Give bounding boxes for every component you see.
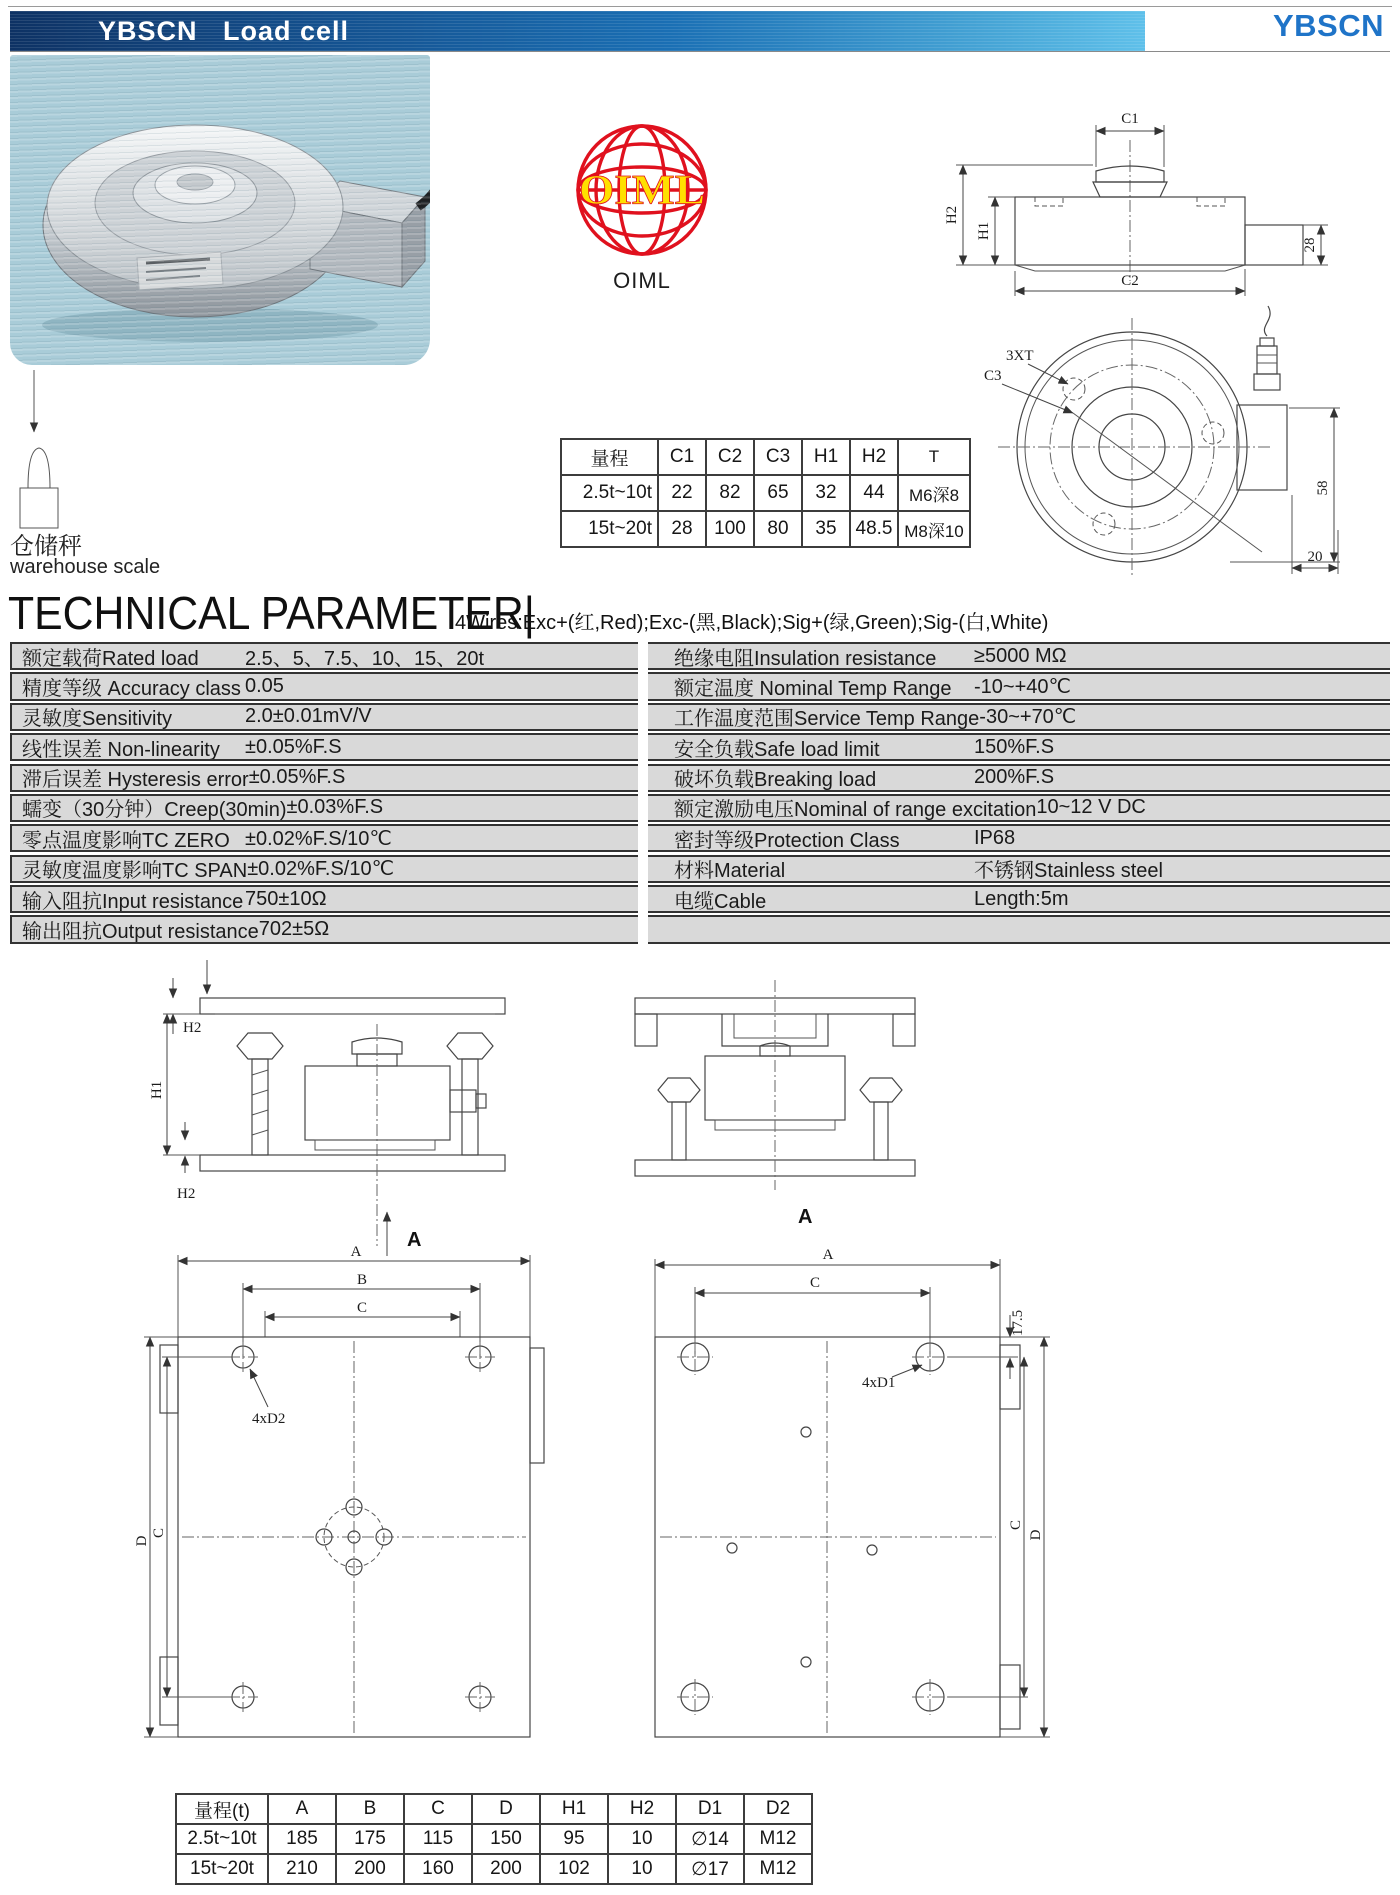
- dim-label-58: 58: [1315, 480, 1331, 496]
- parameter-half-left: [10, 824, 638, 852]
- parameter-row: [10, 642, 1390, 670]
- brand-logo: YBSCN: [1272, 8, 1384, 43]
- column-header: C3: [754, 439, 802, 475]
- application-name-zh: 仓储秤: [10, 533, 82, 560]
- header-rule: [10, 51, 1390, 52]
- parameter-label: 破坏负载Breaking load: [674, 769, 877, 792]
- cell: 210: [268, 1854, 336, 1884]
- cell: 44: [850, 475, 898, 511]
- parameter-label: 滞后误差 Hysteresis error: [22, 769, 249, 792]
- assembly-drawing-left: [149, 950, 555, 1262]
- parameter-half-left: [10, 764, 638, 792]
- column-header: 量程(t): [176, 1794, 268, 1824]
- parameter-half-left: [10, 915, 638, 943]
- label-4xd1: 4xD1: [862, 1375, 896, 1391]
- parameter-value: 2.0±0.01mV/V: [245, 705, 372, 728]
- parameter-half-right: [648, 733, 1390, 761]
- side-view-drawing: [940, 85, 1360, 300]
- parameter-value: 2.5、5、7.5、10、15、20t: [245, 647, 485, 670]
- cell: 2.5t~10t: [561, 475, 658, 511]
- table-row: [176, 1854, 812, 1884]
- parameter-value: ≥5000 MΩ: [974, 644, 1067, 667]
- cell: 28: [658, 511, 706, 547]
- parameter-value: 不锈钢Stainless steel: [974, 860, 1163, 883]
- top-rule: [8, 6, 1392, 7]
- oiml-logo-icon: [568, 118, 716, 268]
- parameter-half-right: [648, 855, 1390, 883]
- section-label-a-left: A: [407, 1229, 422, 1251]
- dim-label-28: 28: [1302, 237, 1318, 253]
- parameter-value: 150%F.S: [974, 735, 1055, 758]
- header-bar: [10, 11, 1145, 51]
- parameter-label: 绝缘电阻Insulation resistance: [674, 647, 937, 670]
- parameter-value: ±0.05%F.S: [245, 735, 342, 758]
- cell: M8深10: [898, 511, 970, 547]
- cell: ∅14: [676, 1824, 744, 1854]
- cell: 82: [706, 475, 754, 511]
- parameter-value: 702±5Ω: [258, 917, 330, 940]
- column-header: A: [268, 1794, 336, 1824]
- parameter-half-left: [10, 855, 638, 883]
- cell: 10: [608, 1854, 676, 1884]
- parameter-label: 输入阻抗Input resistance: [22, 890, 244, 913]
- parameter-half-left: [10, 794, 638, 822]
- dim-label-h1: H1: [976, 221, 992, 241]
- parameter-half-right: [648, 703, 1390, 731]
- load-cell-icon: [8, 362, 128, 532]
- parameter-label: 灵敏度Sensitivity: [22, 708, 173, 731]
- parameter-value: ±0.05%F.S: [248, 766, 346, 789]
- cell: 200: [336, 1854, 404, 1884]
- top-view-drawing: [940, 300, 1360, 600]
- parameter-label: 零点温度影响TC ZERO: [22, 829, 230, 852]
- dim-label-a: A: [350, 1244, 362, 1260]
- cell: 10: [608, 1824, 676, 1854]
- table-row: [561, 511, 970, 547]
- parameter-row: [10, 672, 1390, 700]
- parameter-value: 750±10Ω: [245, 887, 327, 910]
- parameter-value: ±0.02%F.S/10℃: [245, 827, 392, 850]
- parameter-label: 灵敏度温度影响TC SPAN: [22, 860, 248, 883]
- column-header: D2: [744, 1794, 812, 1824]
- cell: 15t~20t: [561, 511, 658, 547]
- dim-label-a-right: A: [822, 1247, 834, 1263]
- dim-label-h1-assembly: H1: [149, 1080, 165, 1100]
- parameter-value: -10~+40℃: [974, 675, 1071, 698]
- parameter-value: IP68: [974, 826, 1016, 849]
- parameter-label: 额定温度 Nominal Temp Range: [674, 677, 952, 700]
- parameter-value: Length:5m: [974, 887, 1069, 910]
- parameter-label: 电缆Cable: [674, 890, 767, 913]
- parameter-half-right: [648, 672, 1390, 700]
- parameter-half-left: [10, 703, 638, 731]
- dim-label-20: 20: [1307, 549, 1323, 565]
- cell: 100: [706, 511, 754, 547]
- parameter-label: 额定载荷Rated load: [22, 647, 199, 670]
- parameter-label: 密封等级Protection Class: [674, 829, 900, 852]
- parameter-label: 材料Material: [674, 860, 786, 883]
- column-header: H1: [802, 439, 850, 475]
- cell: 80: [754, 511, 802, 547]
- dim-label-c-top: C: [356, 1300, 368, 1316]
- parameter-half-left: [10, 733, 638, 761]
- parameter-label: 输出阻抗Output resistance: [22, 920, 259, 943]
- dim-label-c2: C2: [1121, 273, 1139, 289]
- product-title: YBSCN Load cell: [98, 16, 350, 46]
- column-header: H2: [608, 1794, 676, 1824]
- parameter-label: 工作温度范围Service Temp Range: [674, 708, 980, 731]
- cell: 48.5: [850, 511, 898, 547]
- column-header: D1: [676, 1794, 744, 1824]
- dim-label-c-right-side: C: [1008, 1519, 1024, 1531]
- cell: 185: [268, 1824, 336, 1854]
- dim-label-h2-top: H2: [183, 1020, 202, 1036]
- cell: 15t~20t: [176, 1854, 268, 1884]
- parameter-half-left: [10, 885, 638, 913]
- column-header: T: [898, 439, 970, 475]
- cell: 22: [658, 475, 706, 511]
- column-header: C1: [658, 439, 706, 475]
- column-header: 量程: [561, 439, 658, 475]
- parameter-value: 10~12 V DC: [1036, 796, 1146, 819]
- label-4xd2: 4xD2: [252, 1411, 286, 1427]
- cell: M6深8: [898, 475, 970, 511]
- dim-label-b: B: [356, 1272, 368, 1288]
- cell: 2.5t~10t: [176, 1824, 268, 1854]
- parameter-value: ±0.02%F.S/10℃: [247, 858, 395, 881]
- dimension-table: [560, 438, 971, 548]
- section-label-a-right: A: [798, 1206, 813, 1228]
- cell: ∅17: [676, 1854, 744, 1884]
- product-photo: [10, 55, 430, 365]
- wiring-note: 4Wires:Exc+(红,Red);Exc-(黑,Black);Sig+(绿,Green);Sig-(白,White): [455, 612, 1049, 634]
- cell: 35: [802, 511, 850, 547]
- column-header: H2: [850, 439, 898, 475]
- parameter-half-right: [648, 764, 1390, 792]
- parameter-half-right: [648, 824, 1390, 852]
- column-header: D: [472, 1794, 540, 1824]
- table-row: [176, 1824, 812, 1854]
- dim-label-c-side: C: [151, 1527, 167, 1539]
- parameter-label: 额定激励电压Nominal of range excitation: [674, 799, 1037, 822]
- parameter-label: 蠕变（30分钟）Creep(30min): [22, 799, 287, 822]
- column-header: C: [404, 1794, 472, 1824]
- cell: 95: [540, 1824, 608, 1854]
- parameter-row: [10, 733, 1390, 761]
- parameter-row: [10, 915, 1390, 943]
- dim-label-c-right-top: C: [809, 1275, 821, 1291]
- technical-parameter-table: [10, 642, 1390, 946]
- label-c3: C3: [984, 368, 1002, 384]
- parameter-half-right: [648, 885, 1390, 913]
- plan-view-left: [134, 1244, 545, 1755]
- cell: 160: [404, 1854, 472, 1884]
- cell: 200: [472, 1854, 540, 1884]
- parameter-label: 精度等级 Accuracy class: [22, 677, 241, 700]
- photo-texture: [10, 55, 430, 365]
- cell: 32: [802, 475, 850, 511]
- parameter-row: [10, 824, 1390, 852]
- cell: 65: [754, 475, 802, 511]
- dim-label-17-5: 17.5: [1010, 1309, 1026, 1337]
- column-header: C2: [706, 439, 754, 475]
- cell: 175: [336, 1824, 404, 1854]
- parameter-half-right: [648, 642, 1390, 670]
- cell: 115: [404, 1824, 472, 1854]
- parameter-row: [10, 885, 1390, 913]
- table-row: [561, 475, 970, 511]
- column-header: B: [336, 1794, 404, 1824]
- parameter-row: [10, 794, 1390, 822]
- parameter-half-left: [10, 672, 638, 700]
- parameter-half-right: [648, 915, 1390, 943]
- parameter-row: [10, 703, 1390, 731]
- dim-label-h2-bottom: H2: [177, 1186, 196, 1202]
- dim-label-h2: H2: [944, 205, 960, 225]
- header-row: [176, 1794, 812, 1824]
- column-header: H1: [540, 1794, 608, 1824]
- application-name-en: warehouse scale: [10, 556, 161, 578]
- oiml-globe-text: OIML: [579, 168, 705, 214]
- cell: 102: [540, 1854, 608, 1884]
- dim-label-d-right-side: D: [1028, 1529, 1044, 1541]
- header-row: [561, 439, 970, 475]
- dim-label-c1: C1: [1121, 111, 1139, 127]
- dim-label-d-side: D: [134, 1535, 150, 1547]
- cell: 150: [472, 1824, 540, 1854]
- parameter-value: ±0.03%F.S: [286, 796, 384, 819]
- parameter-label: 安全负载Safe load limit: [674, 738, 880, 761]
- parameter-value: 200%F.S: [974, 766, 1055, 789]
- parameter-value: 0.05: [245, 674, 284, 697]
- parameter-label: 线性误差 Non-linearity: [22, 738, 220, 761]
- oiml-caption: OIML: [613, 268, 671, 293]
- label-3xt: 3XT: [1006, 348, 1034, 364]
- plan-view-right: [630, 1195, 1060, 1755]
- parameter-value: -30~+70℃: [979, 706, 1077, 729]
- assembly-drawing-right: [610, 950, 950, 1195]
- mounting-table: [175, 1793, 813, 1885]
- cell: M12: [744, 1824, 812, 1854]
- parameter-row: [10, 855, 1390, 883]
- parameter-half-left: [10, 642, 638, 670]
- parameter-row: [10, 764, 1390, 792]
- section-title: TECHNICAL PARAMETER|: [8, 587, 535, 639]
- parameter-half-right: [648, 794, 1390, 822]
- cell: M12: [744, 1854, 812, 1884]
